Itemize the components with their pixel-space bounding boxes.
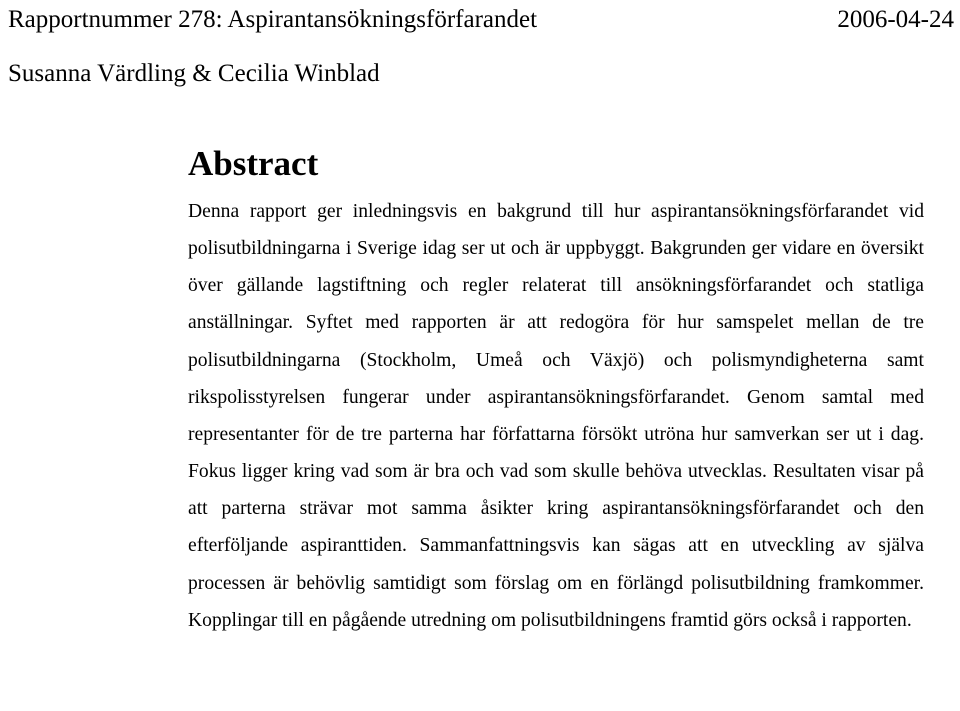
abstract-body: Denna rapport ger inledningsvis en bakgrund till hur aspirantansökningsförfarandet vid polisutbildningarna i Sverige idag ser ut och är uppbyggt. Bakgrunden ger vidare en översikt över gällande lagstiftning och regler relaterat till ansökningsförfarandet och statliga anställningar. Syftet med rapporten är att redogöra för hur samspelet mellan de tre polisutbildningarna (Stockholm, Umeå och Växjö) och polismyndigheterna samt rikspolisstyrelsen fungerar under aspirantansökningsförfarandet. Genom samtal med representanter för de tre parterna har författarna försökt utröna hur samverkan ser ut i dag. Fokus ligger kring vad som är bra och vad som skulle behöva utvecklas. Resultaten visar på att parterna strävar mot samma åsikter kring aspirantansökningsförfarandet och den efterföljande aspiranttiden. Sammanfattningsvis kan sägas att en utveckling av själva processen är behövlig samtidigt som förslag om en förlängd polisutbildning framkommer. Kopplingar till en pågående utredning om polisutbildningens framtid görs också i rapporten. bbox=[188, 201, 924, 631]
report-date: 2006-04-24 bbox=[837, 6, 954, 33]
authors: Susanna Värdling & Cecilia Winblad bbox=[8, 60, 380, 87]
page-header bbox=[8, 4, 954, 36]
report-title: Rapportnummer 278: Aspirantansökningsförfarandet bbox=[8, 6, 538, 33]
abstract-heading: Abstract bbox=[188, 144, 319, 183]
